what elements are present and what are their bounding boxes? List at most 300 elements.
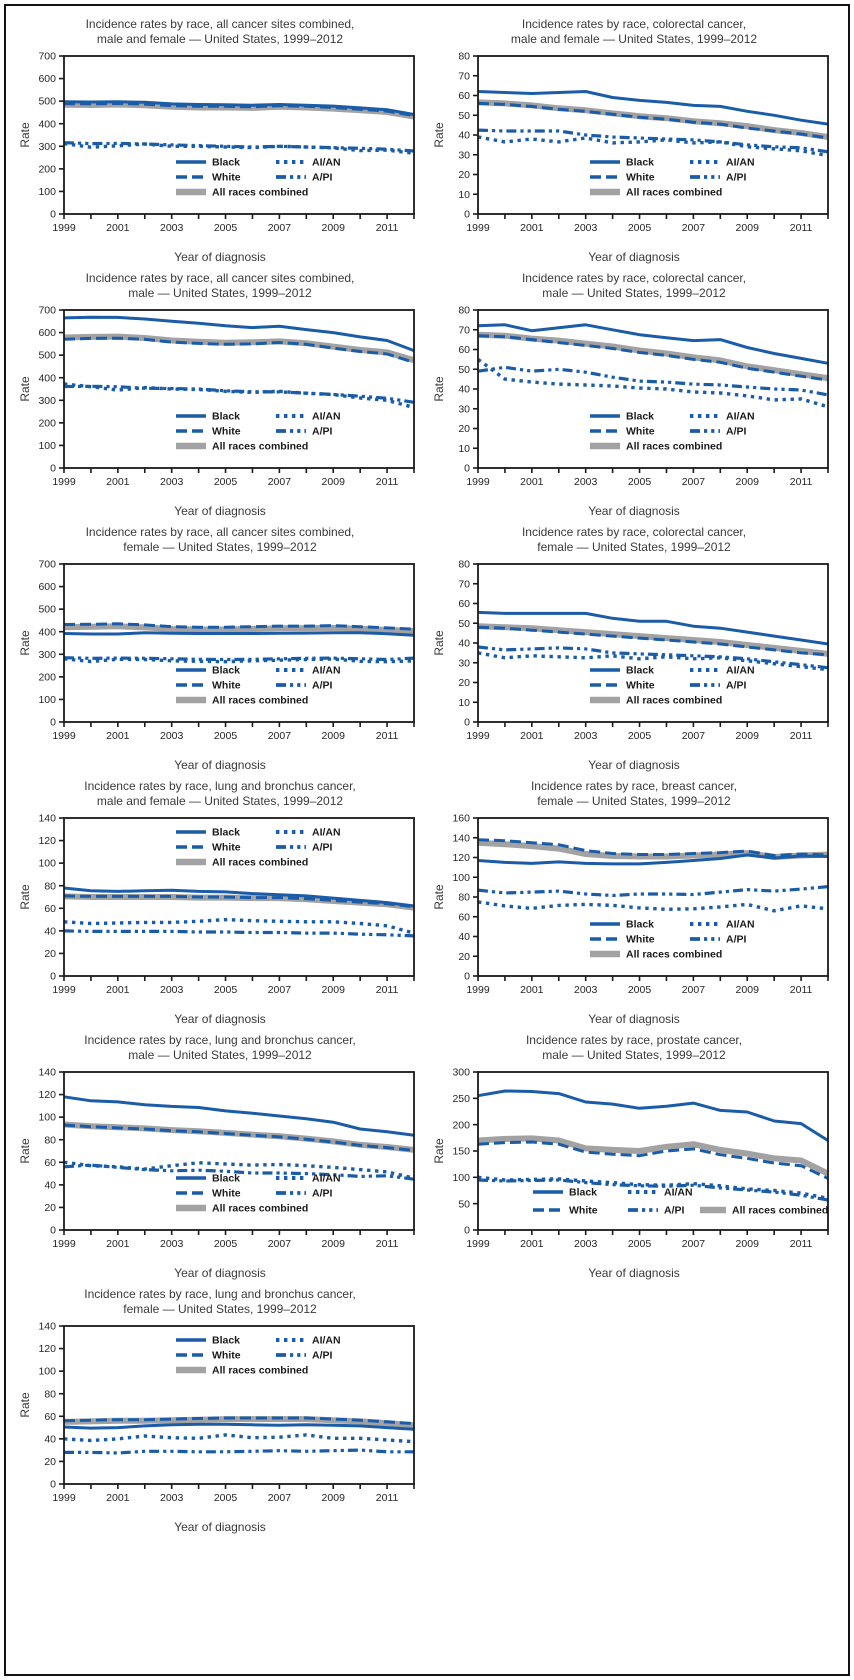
chart-colorectal-male: [427, 269, 841, 523]
legend-label: All races combined: [626, 440, 723, 453]
chart-title-line: Incidence rates by race, colorectal cancer,: [521, 525, 747, 539]
legend-label: A/PI: [726, 679, 747, 692]
legend-label: AI/AN: [726, 664, 755, 677]
y-axis-label: Rate: [18, 884, 32, 910]
svg-text:0: 0: [50, 1478, 56, 1491]
chart-title-line: Incidence rates by race, breast cancer,: [530, 779, 738, 793]
svg-text:200: 200: [452, 1119, 470, 1132]
legend-label: Black: [212, 156, 241, 169]
svg-text:140: 140: [38, 1320, 56, 1333]
svg-text:400: 400: [38, 372, 56, 385]
svg-text:2005: 2005: [627, 984, 652, 996]
svg-text:50: 50: [458, 1198, 470, 1211]
legend-label: Black: [626, 918, 655, 931]
legend-label: AI/AN: [312, 826, 341, 839]
svg-text:0: 0: [50, 716, 56, 729]
chart-title-line: male and female — United States, 1999–2012: [510, 32, 758, 46]
svg-text:160: 160: [452, 812, 470, 825]
chart-title-line: Incidence rates by race, all cancer sites combined,: [85, 525, 355, 539]
svg-text:40: 40: [458, 637, 470, 650]
svg-text:60: 60: [458, 911, 470, 924]
svg-text:2003: 2003: [574, 476, 598, 488]
legend-label: A/PI: [664, 1204, 685, 1217]
y-axis-label: Rate: [18, 1138, 32, 1164]
chart-title-line: Incidence rates by race, colorectal cancer,: [521, 271, 747, 285]
series-line-black: [478, 1091, 828, 1141]
svg-text:50: 50: [458, 109, 470, 122]
chart-title-line: female — United States, 1999–2012: [537, 540, 731, 554]
svg-text:2007: 2007: [267, 222, 292, 234]
svg-text:2009: 2009: [735, 476, 759, 488]
legend-label: AI/AN: [726, 410, 755, 423]
svg-text:400: 400: [38, 118, 56, 131]
svg-text:2011: 2011: [375, 1238, 399, 1250]
svg-text:250: 250: [452, 1092, 470, 1105]
svg-text:2005: 2005: [627, 222, 652, 234]
svg-text:10: 10: [458, 696, 470, 709]
svg-text:1999: 1999: [466, 730, 490, 742]
svg-text:1999: 1999: [52, 1492, 76, 1504]
svg-text:2003: 2003: [574, 984, 598, 996]
svg-text:120: 120: [38, 1089, 56, 1102]
chart-lung-bronchus-female: [13, 1285, 427, 1539]
chart-colorectal-male-female: [427, 15, 841, 269]
legend-label: White: [212, 1349, 241, 1362]
chart-title-line: Incidence rates by race, lung and bronchus cancer,: [84, 1033, 356, 1047]
legend-label: AI/AN: [664, 1186, 693, 1199]
x-axis: [52, 1230, 414, 1250]
legend: [590, 665, 755, 707]
legend: [176, 1335, 341, 1377]
x-axis-label: Year of diagnosis: [174, 1012, 266, 1026]
chart-lung-bronchus-male-female: [13, 777, 427, 1031]
legend-label: AI/AN: [726, 156, 755, 169]
y-axis-label: Rate: [432, 1138, 446, 1164]
chart-title-line: Incidence rates by race, all cancer sites combined,: [85, 271, 355, 285]
chart-title: [86, 271, 355, 301]
plot-area: [18, 1320, 422, 1520]
legend: [176, 827, 341, 869]
legend-label: Black: [626, 410, 655, 423]
svg-text:80: 80: [44, 1388, 56, 1401]
svg-text:2003: 2003: [160, 730, 184, 742]
svg-text:0: 0: [50, 462, 56, 475]
chart-prostate-male: [427, 1031, 841, 1285]
chart-lung-bronchus-male: [13, 1031, 427, 1285]
legend-label: All races combined: [212, 856, 309, 869]
y-axis-label: Rate: [18, 630, 32, 656]
x-axis-label: Year of diagnosis: [174, 250, 266, 264]
svg-text:2005: 2005: [213, 730, 238, 742]
svg-text:2005: 2005: [213, 222, 238, 234]
svg-text:20: 20: [44, 1456, 56, 1469]
y-axis-label: Rate: [432, 122, 446, 148]
svg-text:20: 20: [458, 677, 470, 690]
plot-svg: [18, 1320, 422, 1520]
chart-title-line: female — United States, 1999–2012: [123, 540, 317, 554]
svg-text:2011: 2011: [375, 984, 399, 996]
svg-text:100: 100: [38, 694, 56, 707]
y-axis: [452, 1067, 478, 1237]
series-line-all-races-combined: [478, 335, 828, 378]
y-axis-label: Rate: [432, 884, 446, 910]
svg-text:20: 20: [44, 1202, 56, 1215]
y-axis-label: Rate: [432, 630, 446, 656]
svg-text:40: 40: [44, 1179, 56, 1192]
svg-text:70: 70: [458, 578, 470, 591]
legend: [590, 919, 755, 961]
svg-text:2001: 2001: [520, 730, 544, 742]
svg-text:60: 60: [44, 1410, 56, 1423]
x-axis-label: Year of diagnosis: [588, 1266, 680, 1280]
svg-text:60: 60: [44, 1156, 56, 1169]
legend-label: White: [212, 171, 241, 184]
plot-svg: [432, 558, 836, 758]
chart-title-line: Incidence rates by race, lung and bronchus cancer,: [84, 779, 356, 793]
chart-title-line: Incidence rates by race, prostate cancer,: [525, 1033, 743, 1047]
legend-label: All races combined: [212, 694, 309, 707]
legend-label: White: [626, 933, 655, 946]
svg-text:40: 40: [44, 925, 56, 938]
legend-label: White: [212, 425, 241, 438]
svg-text:120: 120: [452, 852, 470, 865]
svg-text:120: 120: [38, 835, 56, 848]
svg-text:50: 50: [458, 617, 470, 630]
svg-text:2007: 2007: [267, 984, 292, 996]
chart-title: [531, 779, 737, 809]
svg-text:1999: 1999: [52, 476, 76, 488]
legend-label: A/PI: [312, 425, 333, 438]
series-line-black: [64, 1424, 414, 1429]
svg-text:50: 50: [458, 363, 470, 376]
legend-label: AI/AN: [312, 664, 341, 677]
svg-text:2001: 2001: [106, 984, 130, 996]
svg-text:2005: 2005: [213, 1492, 238, 1504]
svg-text:1999: 1999: [52, 1238, 76, 1250]
svg-text:0: 0: [464, 462, 470, 475]
chart-title: [526, 1033, 742, 1063]
svg-text:30: 30: [458, 657, 470, 670]
x-axis: [466, 976, 828, 996]
legend-label: All races combined: [212, 440, 309, 453]
y-axis: [458, 305, 478, 475]
y-axis-label: Rate: [432, 376, 446, 402]
y-axis-label: Rate: [18, 1392, 32, 1418]
svg-text:2003: 2003: [160, 984, 184, 996]
svg-text:2011: 2011: [375, 222, 399, 234]
svg-text:500: 500: [38, 95, 56, 108]
legend-label: A/PI: [726, 933, 747, 946]
plot-svg: [18, 558, 422, 758]
svg-text:2007: 2007: [267, 1492, 292, 1504]
chart-title-line: male — United States, 1999–2012: [542, 286, 726, 300]
plot-area: [18, 1066, 422, 1266]
svg-text:2007: 2007: [267, 730, 292, 742]
x-axis-label: Year of diagnosis: [174, 1520, 266, 1534]
legend-label: Black: [212, 410, 241, 423]
svg-text:2009: 2009: [321, 1238, 345, 1250]
legend-label: A/PI: [312, 679, 333, 692]
svg-text:140: 140: [38, 812, 56, 825]
series-line-a-pi: [64, 1450, 414, 1453]
legend: [590, 157, 755, 199]
svg-text:0: 0: [464, 208, 470, 221]
legend-label: All races combined: [626, 948, 723, 961]
svg-text:400: 400: [38, 626, 56, 639]
chart-title-line: male and female — United States, 1999–2012: [96, 794, 344, 808]
svg-text:2001: 2001: [520, 1238, 544, 1250]
svg-text:2009: 2009: [735, 1238, 759, 1250]
svg-text:2009: 2009: [321, 730, 345, 742]
plot-svg: [18, 304, 422, 504]
chart-title-line: male — United States, 1999–2012: [542, 1048, 726, 1062]
svg-text:100: 100: [452, 1171, 470, 1184]
svg-text:40: 40: [458, 931, 470, 944]
svg-text:60: 60: [458, 598, 470, 611]
svg-text:0: 0: [50, 208, 56, 221]
svg-text:2005: 2005: [627, 730, 652, 742]
chart-title-line: female — United States, 1999–2012: [123, 1302, 317, 1316]
x-axis: [466, 468, 828, 488]
svg-text:0: 0: [50, 1224, 56, 1237]
svg-text:2011: 2011: [375, 730, 399, 742]
svg-text:60: 60: [458, 90, 470, 103]
svg-text:2001: 2001: [106, 1238, 130, 1250]
x-axis: [52, 214, 414, 234]
series-line-black: [478, 325, 828, 364]
legend-label: A/PI: [726, 171, 747, 184]
svg-text:70: 70: [458, 324, 470, 337]
svg-text:20: 20: [44, 948, 56, 961]
x-axis-label: Year of diagnosis: [174, 504, 266, 518]
chart-breast-female: [427, 777, 841, 1031]
svg-text:2009: 2009: [321, 984, 345, 996]
y-axis: [452, 813, 478, 983]
legend-label: Black: [626, 156, 655, 169]
chart-colorectal-female: [427, 523, 841, 777]
legend-label: Black: [569, 1186, 598, 1199]
svg-text:1999: 1999: [466, 1238, 490, 1250]
plot-svg: [432, 50, 836, 250]
svg-text:80: 80: [458, 304, 470, 317]
plot-svg: [432, 304, 836, 504]
svg-text:100: 100: [38, 1111, 56, 1124]
chart-title: [86, 17, 355, 47]
svg-text:1999: 1999: [466, 984, 490, 996]
svg-text:2007: 2007: [267, 1238, 292, 1250]
legend: [176, 665, 341, 707]
legend-label: Black: [212, 1334, 241, 1347]
svg-text:2003: 2003: [160, 1492, 184, 1504]
charts-grid: [5, 5, 849, 1539]
x-axis-label: Year of diagnosis: [174, 1266, 266, 1280]
svg-text:600: 600: [38, 327, 56, 340]
legend-label: White: [626, 171, 655, 184]
legend-label: A/PI: [312, 1349, 333, 1362]
svg-text:100: 100: [38, 1365, 56, 1378]
y-axis: [38, 813, 64, 983]
svg-text:2009: 2009: [735, 730, 759, 742]
legend-label: White: [212, 1187, 241, 1200]
svg-text:200: 200: [38, 417, 56, 430]
svg-text:1999: 1999: [52, 984, 76, 996]
svg-text:80: 80: [44, 880, 56, 893]
plot-area: [18, 812, 422, 1012]
svg-text:80: 80: [458, 50, 470, 63]
svg-text:2003: 2003: [160, 1238, 184, 1250]
svg-text:20: 20: [458, 169, 470, 182]
svg-text:700: 700: [38, 50, 56, 63]
svg-text:2003: 2003: [160, 476, 184, 488]
legend-label: A/PI: [312, 171, 333, 184]
svg-text:100: 100: [38, 857, 56, 870]
series-line-white: [478, 336, 828, 380]
svg-text:10: 10: [458, 188, 470, 201]
svg-text:100: 100: [38, 186, 56, 199]
svg-text:40: 40: [458, 129, 470, 142]
series-line-a-pi: [64, 658, 414, 660]
x-axis: [52, 722, 414, 742]
svg-text:40: 40: [458, 383, 470, 396]
legend-label: All races combined: [212, 1202, 309, 1215]
svg-text:2007: 2007: [267, 476, 292, 488]
svg-text:600: 600: [38, 581, 56, 594]
x-axis-label: Year of diagnosis: [588, 250, 680, 264]
svg-text:2005: 2005: [627, 476, 652, 488]
plot-svg: [432, 1066, 836, 1266]
svg-text:300: 300: [38, 648, 56, 661]
legend-label: All races combined: [212, 186, 309, 199]
series-line-a-pi: [64, 931, 414, 936]
svg-text:80: 80: [44, 1134, 56, 1147]
series-line-black: [64, 633, 414, 636]
x-axis-label: Year of diagnosis: [174, 758, 266, 772]
svg-text:80: 80: [458, 558, 470, 571]
legend: [590, 411, 755, 453]
legend-label: A/PI: [726, 425, 747, 438]
legend-label: All races combined: [732, 1204, 829, 1217]
legend: [176, 411, 341, 453]
chart-title-line: male and female — United States, 1999–2012: [96, 32, 344, 46]
svg-text:1999: 1999: [466, 476, 490, 488]
chart-title-line: male — United States, 1999–2012: [128, 1048, 312, 1062]
plot-area: [432, 558, 836, 758]
legend-label: Black: [626, 664, 655, 677]
svg-text:700: 700: [38, 304, 56, 317]
chart-title: [522, 271, 746, 301]
svg-text:300: 300: [38, 394, 56, 407]
svg-text:2009: 2009: [321, 222, 345, 234]
svg-text:2011: 2011: [789, 222, 813, 234]
x-axis: [466, 722, 828, 742]
svg-text:0: 0: [464, 970, 470, 983]
legend-label: AI/AN: [312, 410, 341, 423]
svg-text:2011: 2011: [375, 1492, 399, 1504]
y-axis: [458, 51, 478, 221]
x-axis: [52, 976, 414, 996]
plot-area: [432, 812, 836, 1012]
svg-text:60: 60: [458, 344, 470, 357]
chart-title: [522, 525, 746, 555]
series-line-a-pi: [64, 386, 414, 402]
chart-title: [86, 525, 355, 555]
x-axis-label: Year of diagnosis: [588, 758, 680, 772]
plot-area: [432, 50, 836, 250]
svg-text:150: 150: [452, 1145, 470, 1158]
plot-area: [432, 304, 836, 504]
chart-title-line: Incidence rates by race, all cancer sites combined,: [85, 17, 355, 31]
plot-svg: [432, 812, 836, 1012]
legend-label: AI/AN: [312, 1172, 341, 1185]
plot-area: [18, 50, 422, 250]
svg-text:140: 140: [452, 832, 470, 845]
legend-label: White: [212, 679, 241, 692]
svg-text:2007: 2007: [681, 1238, 706, 1250]
legend-label: AI/AN: [726, 918, 755, 931]
legend-label: AI/AN: [312, 156, 341, 169]
chart-title: [84, 1287, 356, 1317]
chart-all-cancer-sites-female: [13, 523, 427, 777]
series-line-a-pi: [478, 887, 828, 896]
svg-text:2011: 2011: [789, 476, 813, 488]
svg-text:2011: 2011: [375, 476, 399, 488]
plot-svg: [18, 50, 422, 250]
svg-text:0: 0: [464, 1224, 470, 1237]
legend-label: A/PI: [312, 1187, 333, 1200]
chart-title-line: female — United States, 1999–2012: [537, 794, 731, 808]
legend-label: A/PI: [312, 841, 333, 854]
plot-area: [432, 1066, 836, 1266]
svg-text:2003: 2003: [574, 730, 598, 742]
svg-text:70: 70: [458, 70, 470, 83]
y-axis: [38, 559, 64, 729]
legend-label: Black: [212, 664, 241, 677]
svg-text:2007: 2007: [681, 222, 706, 234]
chart-all-cancer-sites-male-female: [13, 15, 427, 269]
legend-label: White: [626, 425, 655, 438]
svg-text:1999: 1999: [466, 222, 490, 234]
series-line-white: [478, 627, 828, 655]
x-axis: [466, 214, 828, 234]
plot-svg: [18, 812, 422, 1012]
svg-text:2001: 2001: [520, 984, 544, 996]
svg-text:2003: 2003: [160, 222, 184, 234]
svg-text:1999: 1999: [52, 730, 76, 742]
legend: [176, 157, 341, 199]
svg-text:200: 200: [38, 163, 56, 176]
plot-area: [18, 304, 422, 504]
svg-text:2001: 2001: [106, 730, 130, 742]
svg-text:1999: 1999: [52, 222, 76, 234]
svg-text:10: 10: [458, 442, 470, 455]
legend-label: Black: [212, 1172, 241, 1185]
svg-text:200: 200: [38, 671, 56, 684]
svg-text:2005: 2005: [627, 1238, 652, 1250]
legend-label: All races combined: [212, 1364, 309, 1377]
svg-text:2009: 2009: [735, 984, 759, 996]
legend-label: Black: [212, 826, 241, 839]
svg-text:2007: 2007: [681, 730, 706, 742]
svg-text:40: 40: [44, 1433, 56, 1446]
svg-text:2001: 2001: [106, 476, 130, 488]
svg-text:100: 100: [452, 871, 470, 884]
chart-title-line: Incidence rates by race, colorectal cancer,: [521, 17, 747, 31]
legend-label: All races combined: [626, 694, 723, 707]
legend-label: All races combined: [626, 186, 723, 199]
legend-label: White: [212, 841, 241, 854]
svg-text:30: 30: [458, 403, 470, 416]
svg-text:2003: 2003: [574, 222, 598, 234]
